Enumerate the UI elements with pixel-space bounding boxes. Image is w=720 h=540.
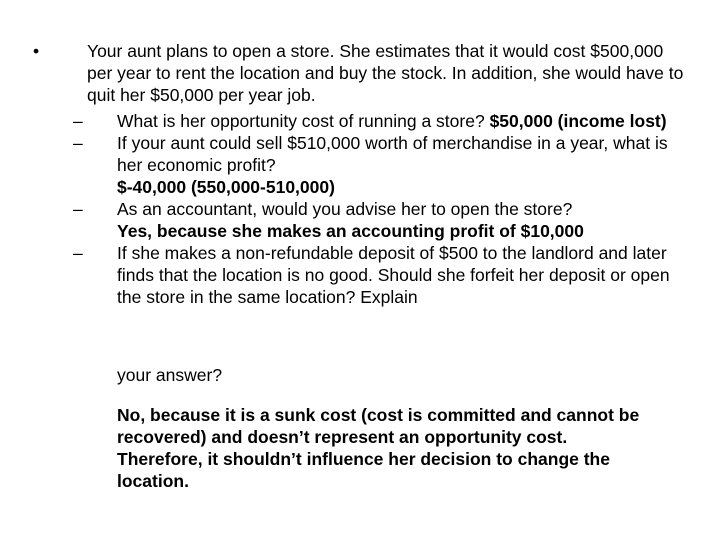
dash-marker: –: [73, 111, 83, 131]
sub-item-2: [73, 132, 677, 198]
explain-tail: your answer?: [117, 365, 223, 385]
main-paragraph: Your aunt plans to open a store. She estimates that it would cost $500,000 per year to rent the location and buy the stock. In addition, she would have to quit her $50,000 per year job.: [87, 41, 684, 105]
answer-2: $-40,000 (550,000-510,000): [117, 177, 335, 197]
sub-item-3: [73, 198, 677, 242]
dash-marker: –: [73, 133, 83, 153]
sub-item-4: [73, 242, 677, 308]
question-3: As an accountant, would you advise her to open the store?: [117, 199, 573, 219]
dash-marker: –: [73, 243, 83, 263]
sub-questions: [73, 110, 677, 308]
answer-1: $50,000 (income lost): [489, 111, 667, 131]
dash-marker: –: [73, 199, 83, 219]
final-answer: No, because it is a sunk cost (cost is committed and cannot be recovered) and doesn’t represent an opportunity cost. Therefore, it shouldn’t influence her decision to change the location.: [117, 405, 640, 491]
bullet-marker: •: [33, 41, 40, 61]
question-2: If your aunt could sell $510,000 worth of merchandise in a year, what is her economic profit?: [117, 133, 668, 175]
sub-item-1: [73, 110, 677, 132]
question-1: What is her opportunity cost of running a store?: [117, 111, 490, 131]
question-4: If she makes a non-refundable deposit of $500 to the landlord and later finds that the location is no good. Should she forfeit her deposit or open the store in the same location? Explain: [117, 243, 670, 307]
answer-3: Yes, because she makes an accounting profit of $10,000: [117, 221, 584, 241]
